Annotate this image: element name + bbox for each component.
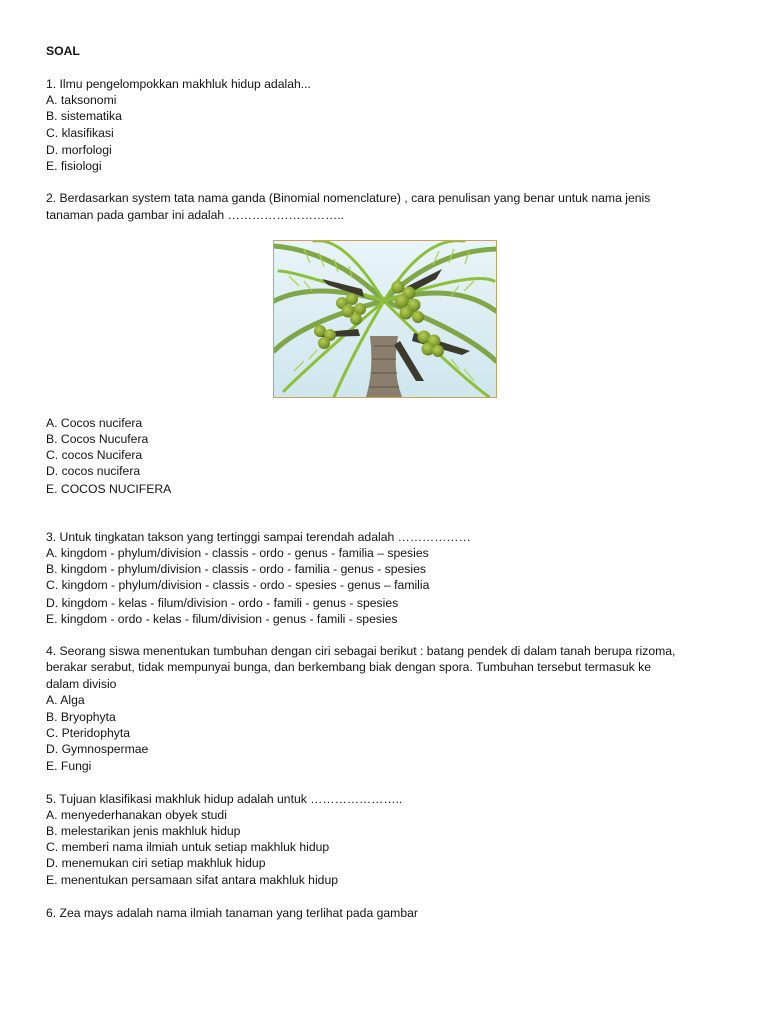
- question-3-option-d: D. kingdom - kelas - filum/division - ordo - famili - genus - spesies: [46, 596, 399, 610]
- question-5-stem: 5. Tujuan klasifikasi makhluk hidup adalah untuk …………………..: [46, 792, 403, 806]
- question-2-option-e: E. COCOS NUCIFERA: [46, 482, 172, 496]
- coconut-tree-illustration: [274, 241, 496, 397]
- question-5-option-b: B. melestarikan jenis makhluk hidup: [46, 824, 241, 838]
- question-3-option-e: E. kingdom - ordo - kelas - filum/division - genus - famili - spesies: [46, 612, 398, 626]
- question-2-option-d: D. cocos nucifera: [46, 464, 141, 478]
- question-5-option-e: E. menentukan persamaan sifat antara makhluk hidup: [46, 873, 338, 887]
- question-4-stem-line-3: dalam divisio: [46, 677, 117, 691]
- question-5-option-a: A. menyederhanakan obyek studi: [46, 808, 227, 822]
- question-3-stem: 3. Untuk tingkatan takson yang tertinggi sampai terendah adalah ………………: [46, 530, 471, 544]
- question-1-option-b: B. sistematika: [46, 109, 122, 123]
- question-4-option-a: A. Alga: [46, 693, 85, 707]
- question-4-option-b: B. Bryophyta: [46, 710, 116, 724]
- question-2-option-b: B. Cocos Nucufera: [46, 432, 149, 446]
- question-1-option-d: D. morfologi: [46, 143, 112, 157]
- question-2-stem-line-2: tanaman pada gambar ini adalah ………………………..: [46, 208, 345, 222]
- question-5-option-d: D. menemukan ciri setiap makhluk hidup: [46, 856, 266, 870]
- question-2-option-a: A. Cocos nucifera: [46, 416, 143, 430]
- question-2-option-c: C. cocos Nucifera: [46, 448, 143, 462]
- question-1-option-c: C. klasifikasi: [46, 126, 114, 140]
- question-4-option-c: C. Pteridophyta: [46, 726, 131, 740]
- document-title: SOAL: [46, 44, 80, 58]
- question-1-option-a: A. taksonomi: [46, 93, 117, 107]
- question-1-stem: 1. Ilmu pengelompokkan makhluk hidup adalah...: [46, 77, 311, 91]
- question-2-stem-line-1: 2. Berdasarkan system tata nama ganda (Binomial nomenclature) , cara penulisan yang benar untuk nama jenis: [46, 191, 651, 205]
- question-3-option-a: A. kingdom - phylum/division - classis - ordo - genus - familia – spesies: [46, 546, 429, 560]
- question-4-option-e: E. Fungi: [46, 759, 92, 773]
- question-4-stem-line-1: 4. Seorang siswa menentukan tumbuhan dengan ciri sebagai berikut : batang pendek di dalam tanah berupa rizoma,: [46, 644, 676, 658]
- question-5-option-c: C. memberi nama ilmiah untuk setiap makhluk hidup: [46, 840, 330, 854]
- coconut-tree-photo: [273, 240, 497, 398]
- question-3-option-b: B. kingdom - phylum/division - classis - ordo - familia - genus - spesies: [46, 562, 426, 576]
- question-4-stem-line-2: berakar serabut, tidak mempunyai bunga, dan berkembang biak dengan spora. Tumbuhan tersebut termasuk ke: [46, 660, 652, 674]
- question-1-option-e: E. fisiologi: [46, 159, 102, 173]
- question-4-option-d: D. Gymnospermae: [46, 742, 149, 756]
- question-3-option-c: C. kingdom - phylum/division - classis - ordo - spesies - genus – familia: [46, 578, 430, 592]
- question-6-stem: 6. Zea mays adalah nama ilmiah tanaman yang terlihat pada gambar: [46, 906, 418, 920]
